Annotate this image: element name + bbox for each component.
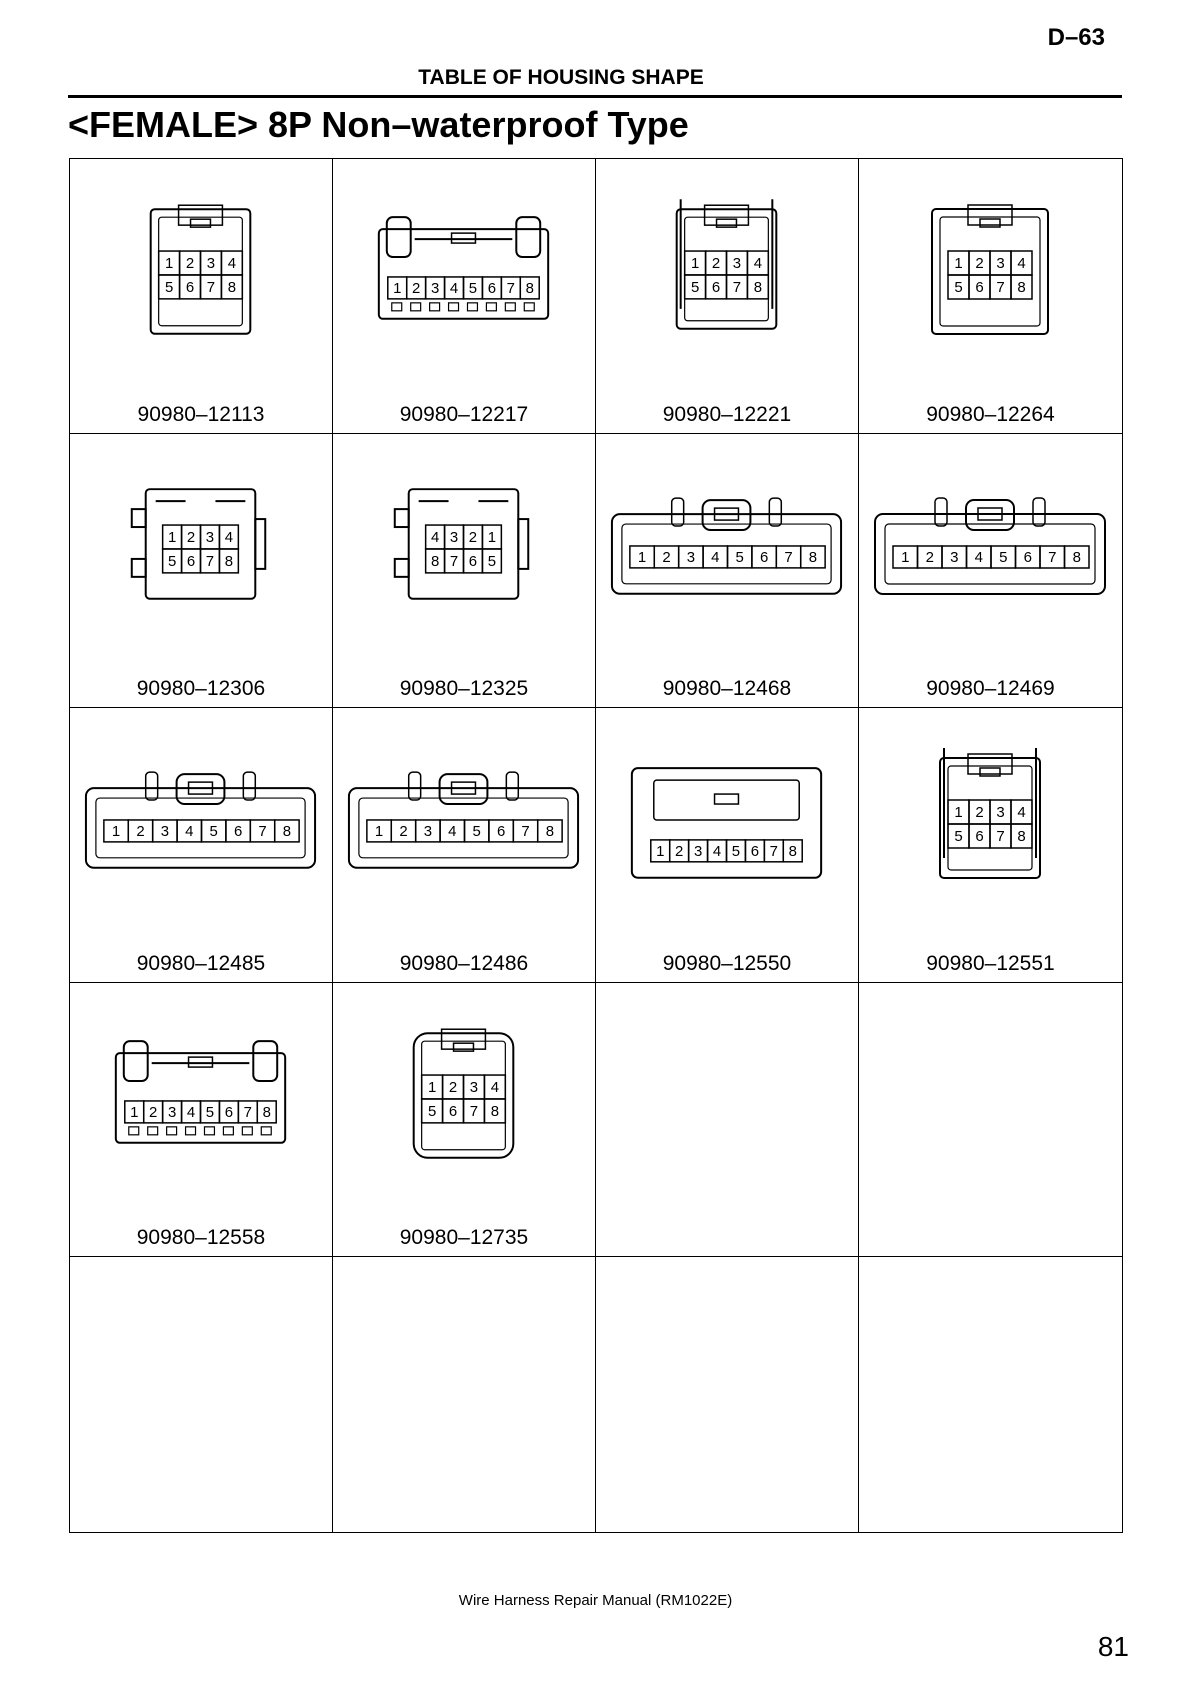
pin-number: 7 <box>1048 548 1057 566</box>
pin-number: 6 <box>1023 548 1032 566</box>
pin-number: 2 <box>149 1103 158 1121</box>
pin-number: 5 <box>735 548 744 566</box>
connector-cell <box>596 708 859 983</box>
connector-cell <box>333 159 596 434</box>
header-rule <box>68 95 1122 98</box>
part-number-label: 90980–12558 <box>136 1226 266 1250</box>
pin-number: 1 <box>130 1103 139 1121</box>
connector-housing-drawing <box>333 159 595 369</box>
connector-housing-drawing <box>596 159 858 369</box>
connector-cell <box>70 159 333 434</box>
pin-number: 2 <box>136 823 145 841</box>
pin-number: 4 <box>753 254 763 272</box>
connector-housing-drawing <box>70 434 332 644</box>
connector-cell <box>859 708 1122 983</box>
pin-number: 8 <box>262 1103 271 1121</box>
connector-cell <box>859 434 1122 709</box>
pin-number: 3 <box>160 823 170 841</box>
pin-number: 3 <box>996 255 1005 272</box>
connector-cell <box>70 983 333 1258</box>
connector-cell <box>859 159 1122 434</box>
empty-cell <box>859 983 1122 1258</box>
connector-housing-drawing <box>859 159 1122 369</box>
connector-housing-drawing <box>70 708 332 918</box>
pin-number: 5 <box>205 1103 215 1121</box>
pin-number: 6 <box>487 279 497 297</box>
connector-housing-drawing <box>70 159 332 369</box>
pin-number: 4 <box>711 548 720 566</box>
pin-number: 8 <box>282 823 292 841</box>
pin-number: 3 <box>423 823 433 841</box>
pin-number: 7 <box>449 552 459 570</box>
pin-number: 7 <box>469 1102 479 1120</box>
pin-number: 2 <box>675 843 684 861</box>
connector-housing-drawing <box>70 983 332 1193</box>
pin-number: 6 <box>185 278 195 296</box>
pin-number: 4 <box>449 279 459 297</box>
part-number-label: 90980–12735 <box>399 1226 529 1250</box>
pin-number: 1 <box>487 528 497 546</box>
pin-number: 8 <box>808 548 818 566</box>
pin-number: 5 <box>731 843 741 861</box>
pin-number: 1 <box>954 255 963 272</box>
pin-number: 5 <box>690 278 700 296</box>
pin-number: 2 <box>975 255 984 272</box>
pin-number: 2 <box>399 823 408 841</box>
pin-number: 8 <box>788 843 797 861</box>
pin-number: 2 <box>711 254 721 272</box>
pin-number: 7 <box>258 823 267 841</box>
pin-number: 8 <box>1017 828 1026 846</box>
pin-number: 1 <box>111 823 121 841</box>
empty-cell <box>333 1257 596 1532</box>
connector-housing-drawing <box>859 434 1122 644</box>
part-number-label: 90980–12551 <box>926 951 1055 975</box>
connector-cell <box>70 434 333 709</box>
pin-number: 1 <box>393 279 402 297</box>
pin-number: 7 <box>732 278 742 296</box>
pin-number: 2 <box>975 804 984 822</box>
connector-cell <box>333 983 596 1258</box>
pin-number: 3 <box>449 528 459 546</box>
part-number-label: 90980–12306 <box>136 677 266 701</box>
pin-number: 6 <box>711 278 721 296</box>
pin-number: 3 <box>206 254 216 272</box>
pin-number: 4 <box>712 843 722 861</box>
pin-number: 2 <box>412 279 421 297</box>
pin-number: 7 <box>996 828 1005 846</box>
pin-number: 2 <box>186 528 196 546</box>
connector-cell <box>333 434 596 709</box>
part-number-label: 90980–12469 <box>926 677 1055 701</box>
pin-number: 8 <box>525 279 534 297</box>
pin-number: 3 <box>686 548 696 566</box>
pin-number: 5 <box>487 552 497 570</box>
part-number-label: 90980–12221 <box>662 402 792 426</box>
pin-number: 7 <box>205 552 215 570</box>
pin-number: 4 <box>974 548 983 566</box>
pin-number: 5 <box>954 279 963 296</box>
section-title: TABLE OF HOUSING SHAPE <box>418 66 704 89</box>
pin-number: 7 <box>206 278 216 296</box>
pin-number: 3 <box>996 804 1005 822</box>
pin-number: 6 <box>496 823 506 841</box>
pin-number: 4 <box>448 823 457 841</box>
pin-number: 8 <box>1017 279 1026 296</box>
pin-number: 4 <box>186 1103 196 1121</box>
pin-number: 6 <box>448 1102 458 1120</box>
pin-number: 3 <box>205 528 215 546</box>
connector-cell <box>333 708 596 983</box>
pin-number: 6 <box>224 1103 234 1121</box>
pin-number: 6 <box>233 823 243 841</box>
pin-number: 1 <box>690 254 700 272</box>
pin-number: 6 <box>975 279 984 296</box>
pin-number: 1 <box>656 843 665 861</box>
pin-number: 3 <box>732 254 742 272</box>
pin-number: 3 <box>950 548 959 566</box>
pin-number: 1 <box>164 254 174 272</box>
pin-number: 2 <box>468 528 478 546</box>
pin-number: 2 <box>662 548 671 566</box>
pin-number: 3 <box>167 1103 177 1121</box>
pin-number: 5 <box>999 548 1008 566</box>
connector-housing-drawing <box>333 708 595 918</box>
pin-number: 7 <box>243 1103 252 1121</box>
empty-cell <box>596 1257 859 1532</box>
pin-number: 1 <box>374 823 384 841</box>
pin-number: 5 <box>472 823 481 841</box>
pin-number: 8 <box>430 552 440 570</box>
pin-number: 6 <box>186 552 196 570</box>
pin-number: 5 <box>209 823 218 841</box>
connector-housing-drawing <box>859 708 1122 918</box>
pin-number: 4 <box>1017 255 1026 272</box>
pin-number: 8 <box>227 278 237 296</box>
pin-number: 7 <box>521 823 530 841</box>
pin-number: 4 <box>185 823 194 841</box>
pin-number: 7 <box>996 279 1005 296</box>
empty-cell <box>70 1257 333 1532</box>
pin-number: 5 <box>427 1102 437 1120</box>
pin-number: 1 <box>637 548 647 566</box>
part-number-label: 90980–12550 <box>662 951 792 975</box>
pin-number: 4 <box>1017 804 1026 822</box>
pin-number: 7 <box>784 548 793 566</box>
part-number-label: 90980–12468 <box>662 677 792 701</box>
pin-number: 8 <box>490 1102 500 1120</box>
part-number-label: 90980–12264 <box>926 402 1055 426</box>
connector-housing-drawing <box>333 983 595 1193</box>
pin-number: 7 <box>506 279 515 297</box>
pin-number: 8 <box>545 823 555 841</box>
connector-housing-drawing <box>333 434 595 644</box>
connector-cell <box>70 708 333 983</box>
pin-number: 5 <box>954 828 963 846</box>
pin-number: 4 <box>227 254 237 272</box>
connector-cell <box>596 434 859 709</box>
pin-number: 1 <box>901 548 910 566</box>
pin-number: 8 <box>753 278 763 296</box>
pin-number: 7 <box>769 843 778 861</box>
pin-number: 1 <box>427 1078 437 1096</box>
pin-number: 3 <box>469 1078 479 1096</box>
pin-number: 8 <box>224 552 234 570</box>
pin-number: 6 <box>468 552 478 570</box>
pin-number: 3 <box>693 843 703 861</box>
footer-manual-title: Wire Harness Repair Manual (RM1022E) <box>458 1592 733 1609</box>
pin-number: 4 <box>490 1078 500 1096</box>
pin-number: 1 <box>954 804 963 822</box>
page-title: <FEMALE> 8P Non–waterproof Type <box>68 104 689 145</box>
page-code: D–63 <box>1047 24 1105 51</box>
pin-number: 3 <box>430 279 440 297</box>
connector-table <box>69 158 1123 1533</box>
pin-number: 8 <box>1072 548 1081 566</box>
pin-number: 5 <box>468 279 478 297</box>
pin-number: 4 <box>224 528 234 546</box>
pin-number: 5 <box>167 552 177 570</box>
pin-number: 2 <box>925 548 934 566</box>
part-number-label: 90980–12113 <box>137 402 265 426</box>
empty-cell <box>859 1257 1122 1532</box>
page-number: 81 <box>1097 1631 1129 1662</box>
pin-number: 1 <box>167 528 177 546</box>
connector-housing-drawing <box>596 434 858 644</box>
pin-number: 6 <box>759 548 769 566</box>
connector-cell <box>596 159 859 434</box>
part-number-label: 90980–12217 <box>399 402 529 426</box>
pin-number: 6 <box>750 843 760 861</box>
part-number-label: 90980–12486 <box>399 951 529 975</box>
pin-number: 2 <box>448 1078 458 1096</box>
pin-number: 4 <box>430 528 440 546</box>
pin-number: 5 <box>164 278 174 296</box>
part-number-label: 90980–12485 <box>136 951 266 975</box>
pin-number: 2 <box>185 254 195 272</box>
empty-cell <box>596 983 859 1258</box>
part-number-label: 90980–12325 <box>399 677 529 701</box>
pin-number: 6 <box>975 828 984 846</box>
connector-housing-drawing <box>596 708 858 918</box>
